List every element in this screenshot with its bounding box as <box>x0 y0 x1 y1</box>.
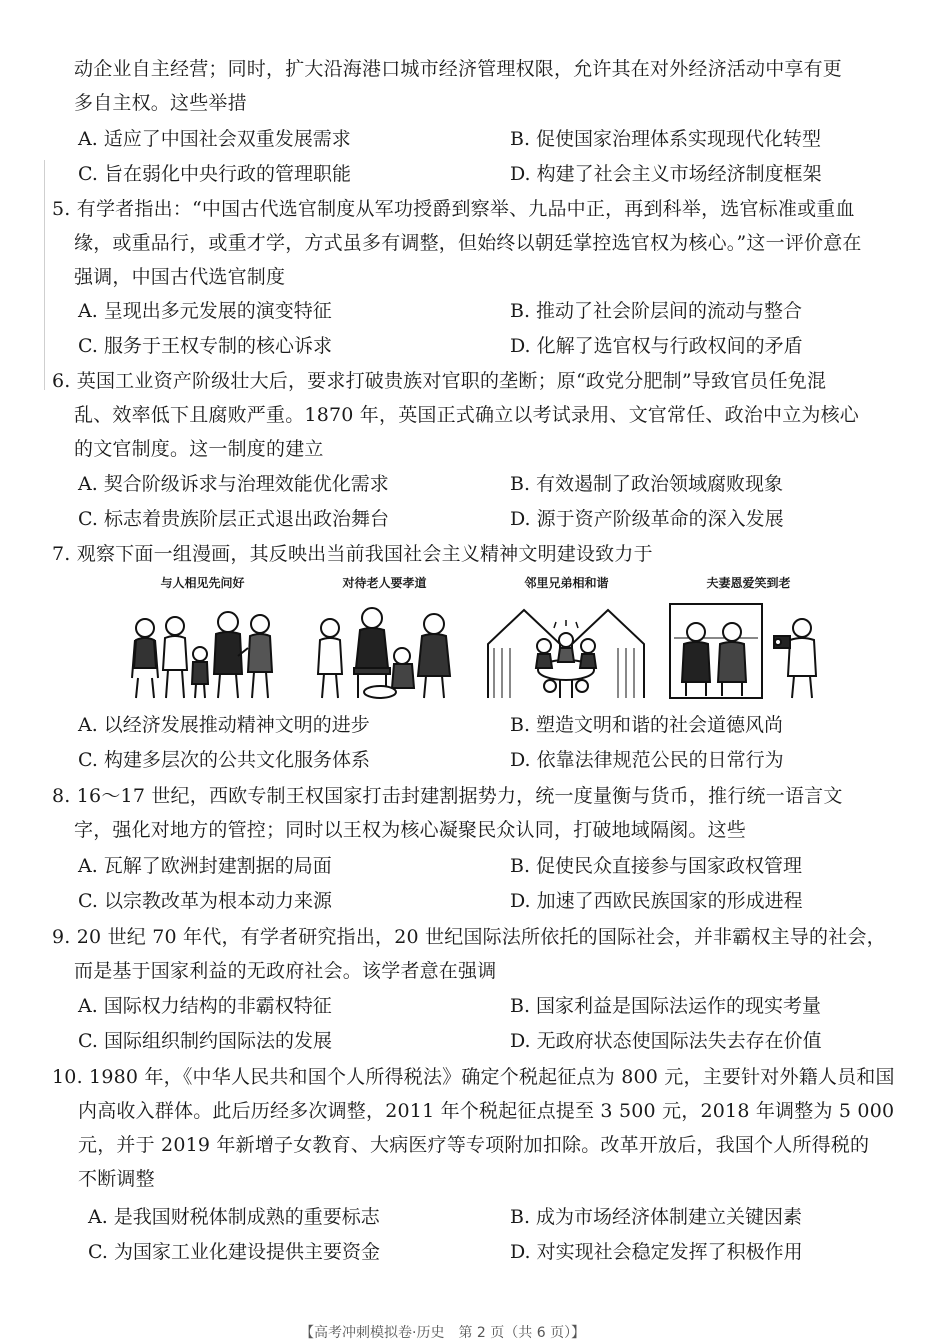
margin-line <box>44 160 45 390</box>
q9-stem-line-2: 而是基于国家利益的无政府社会。该学者意在强调 <box>74 960 497 982</box>
q7-option-a: A. 以经济发展推动精神文明的进步 <box>78 714 370 736</box>
q4-option-c: C. 旨在弱化中央行政的管理职能 <box>78 163 351 185</box>
q7-option-d: D. 依靠法律规范公民的日常行为 <box>510 749 784 771</box>
cartoon-caption: 与人相见先问好 <box>160 576 245 590</box>
q10-option-c: C. 为国家工业化建设提供主要资金 <box>88 1241 380 1263</box>
q7-stem-line-1: 7. 观察下面一组漫画，其反映出当前我国社会主义精神文明建设致力于 <box>52 543 653 565</box>
greeting-people-icon <box>120 598 285 702</box>
q10-option-a: A. 是我国财税体制成熟的重要标志 <box>88 1206 380 1228</box>
q6-stem-line-1: 6. 英国工业资产阶级壮大后，要求打破贵族对官职的垄断；原“政党分肥制”导致官员任免混 <box>52 370 827 392</box>
filial-piety-icon <box>302 598 467 702</box>
page-footer: 【高考冲刺模拟卷·历史 第 2 页（共 6 页）】 <box>300 1325 586 1341</box>
q4-stem-line-1: 动企业自主经营；同时，扩大沿海港口城市经济管理权限，允许其在对外经济活动中享有更 <box>74 58 843 80</box>
q6-option-d: D. 源于资产阶级革命的深入发展 <box>510 508 784 530</box>
q5-option-a: A. 呈现出多元发展的演变特征 <box>78 300 332 322</box>
cartoon-caption: 夫妻恩爱笑到老 <box>706 576 791 590</box>
cartoon-panel-3 <box>484 574 649 704</box>
q6-stem-line-3: 的文官制度。这一制度的建立 <box>74 438 324 460</box>
q10-stem-line-3: 元，并于 2019 年新增子女教育、大病医疗等专项附加扣除。改革开放后，我国个人所得税的 <box>78 1134 870 1156</box>
q10-stem-line-4: 不断调整 <box>78 1168 155 1190</box>
q7-option-b: B. 塑造文明和谐的社会道德风尚 <box>510 714 784 736</box>
q5-stem-line-2: 缘，或重品行，或重才学，方式虽多有调整，但始终以朝廷掌控选官权为核心。”这一评价意在 <box>74 232 862 254</box>
q9-option-a: A. 国际权力结构的非霸权特征 <box>78 995 332 1017</box>
q6-stem-line-2: 乱、效率低下且腐败严重。1870 年，英国正式确立以考试录用、文官常任、政治中立为核心 <box>74 404 859 426</box>
cartoon-caption: 对待老人要孝道 <box>342 576 427 590</box>
q5-stem-line-1: 5. 有学者指出：“中国古代选官制度从军功授爵到察举、九品中正，再到科举，选官标准或重血 <box>52 198 855 220</box>
q8-option-b: B. 促使民众直接参与国家政权管理 <box>510 855 803 877</box>
q9-stem-line-1: 9. 20 世纪 70 年代，有学者研究指出，20 世纪国际法所依托的国际社会，并非霸权主导的社会， <box>52 926 886 948</box>
q5-option-b: B. 推动了社会阶层间的流动与整合 <box>510 300 803 322</box>
q9-option-d: D. 无政府状态使国际法失去存在价值 <box>510 1030 822 1052</box>
q5-stem-line-3: 强调，中国古代选官制度 <box>74 266 286 288</box>
q4-option-d: D. 构建了社会主义市场经济制度框架 <box>510 163 822 185</box>
q8-option-d: D. 加速了西欧民族国家的形成进程 <box>510 890 803 912</box>
q8-option-c: C. 以宗教改革为根本动力来源 <box>78 890 332 912</box>
neighbors-harmony-icon <box>484 598 649 702</box>
q6-option-c: C. 标志着贵族阶层正式退出政治舞台 <box>78 508 389 530</box>
q10-stem-line-2: 内高收入群体。此后历经多次调整，2011 年个税起征点提至 3 500 元，2018 年调整为 5 000 <box>78 1100 895 1122</box>
q6-option-a: A. 契合阶级诉求与治理效能优化需求 <box>78 473 389 495</box>
q4-stem-line-2: 多自主权。这些举措 <box>74 92 247 114</box>
cartoon-caption: 邻里兄弟相和谐 <box>524 576 609 590</box>
q10-option-b: B. 成为市场经济体制建立关键因素 <box>510 1206 803 1228</box>
q4-option-a: A. 适应了中国社会双重发展需求 <box>78 128 351 150</box>
q5-option-d: D. 化解了选官权与行政权间的矛盾 <box>510 335 803 357</box>
q8-option-a: A. 瓦解了欧洲封建割据的局面 <box>78 855 332 877</box>
cartoon-strip <box>120 574 830 704</box>
q5-option-c: C. 服务于王权专制的核心诉求 <box>78 335 332 357</box>
q9-option-c: C. 国际组织制约国际法的发展 <box>78 1030 332 1052</box>
q10-stem-line-1: 10. 1980 年，《中华人民共和国个人所得税法》确定个税起征点为 800 元，主要针对外籍人员和国 <box>52 1066 895 1088</box>
q7-option-c: C. 构建多层次的公共文化服务体系 <box>78 749 370 771</box>
cartoon-panel-2 <box>302 574 467 704</box>
q9-option-b: B. 国家利益是国际法运作的现实考量 <box>510 995 822 1017</box>
q8-stem-line-2: 字，强化对地方的管控；同时以王权为核心凝聚民众认同，打破地域隔阂。这些 <box>74 819 747 841</box>
q4-option-b: B. 促使国家治理体系实现现代化转型 <box>510 128 822 150</box>
cartoon-panel-1 <box>120 574 285 704</box>
cartoon-panel-4 <box>666 574 831 704</box>
q8-stem-line-1: 8. 16～17 世纪，西欧专制王权国家打击封建割据势力，统一度量衡与货币，推行统一语言文 <box>52 785 843 807</box>
elderly-couple-photo-icon <box>666 598 831 702</box>
q10-option-d: D. 对实现社会稳定发挥了积极作用 <box>510 1241 803 1263</box>
q6-option-b: B. 有效遏制了政治领域腐败现象 <box>510 473 784 495</box>
